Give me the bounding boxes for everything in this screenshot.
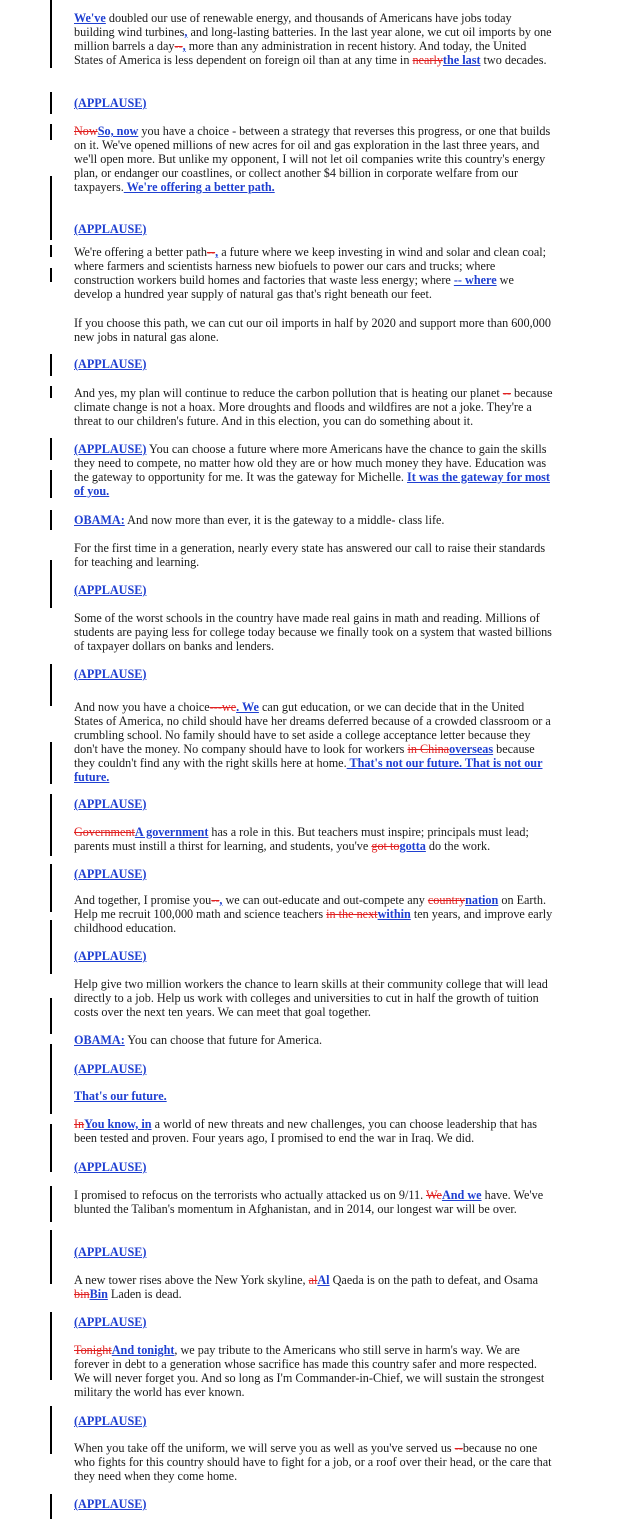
change-bar — [50, 560, 52, 608]
body-text: because they couldn't find any with the right skills here at home. — [74, 742, 535, 770]
transcript-paragraph — [74, 1273, 554, 1301]
inserted-text: A government — [134, 825, 209, 839]
change-bar — [50, 268, 52, 282]
change-bar — [50, 470, 52, 498]
deleted-text: -- — [502, 386, 511, 400]
inserted-text: (APPLAUSE) — [74, 222, 147, 236]
inserted-text: You know, in — [84, 1117, 152, 1131]
applause-marker — [74, 1315, 554, 1329]
deleted-text: al — [308, 1273, 318, 1287]
transcript-paragraph — [74, 1033, 554, 1047]
applause-marker — [74, 583, 554, 597]
inserted-text: , — [182, 39, 186, 53]
transcript-paragraph — [74, 124, 554, 194]
transcript-paragraph — [74, 541, 554, 569]
change-bar — [50, 354, 52, 376]
deleted-text: Tonight — [74, 1343, 112, 1357]
change-bar — [50, 742, 52, 784]
deleted-text: Government — [74, 825, 135, 839]
change-bar — [50, 1124, 52, 1172]
deleted-text: -- — [211, 893, 220, 907]
body-text: you have a choice - between a strategy that reverses this progress, or one that builds on it. We've opened millions of new acres for oil and gas exploration in the last three years, and we'll open more. But unlike my opponent, I will not let oil companies write this country's energy plan, or endanger our coastlines, or collect another $4 billion in corporate welfare from our taxpayers. — [74, 124, 551, 194]
body-text: more than any administration in recent history. And today, the United States of America is less dependent on foreign oil than at any time in — [74, 39, 527, 67]
inserted-text: Bin — [89, 1287, 108, 1301]
body-text: You can choose a future where more Americans have the chance to gain the skills they need to compete, no matter how old they are or how much money they have. Education was the gateway to opportunity for me. It was the gateway for Michelle. — [74, 442, 547, 484]
change-bar — [50, 1230, 52, 1284]
change-bar — [50, 0, 52, 68]
body-text: have. We've blunted the Taliban's momentum in Afghanistan, and in 2014, our longest war will be over. — [74, 1188, 544, 1216]
change-bar — [50, 920, 52, 974]
body-text: And together, I promise you — [74, 893, 212, 907]
body-text: And now you have a choice — [74, 700, 210, 714]
inserted-text: (APPLAUSE) — [74, 1315, 147, 1329]
inserted-text: (APPLAUSE) — [74, 949, 147, 963]
inserted-text: , — [219, 893, 223, 907]
body-text: You can choose that future for America. — [124, 1033, 323, 1047]
inserted-text: OBAMA: — [74, 1033, 125, 1047]
inserted-text: So, now — [97, 124, 139, 138]
deleted-text: country — [427, 893, 466, 907]
inserted-text: And we — [441, 1188, 482, 1202]
inserted-text: , — [184, 25, 188, 39]
inserted-text: (APPLAUSE) — [74, 357, 147, 371]
applause-marker — [74, 96, 554, 110]
change-bar — [50, 998, 52, 1034]
body-text: because climate change is not a hoax. More droughts and floods and wildfires are not a joke. They're a threat to our children's future. And in this election, you can do something about it. — [74, 386, 553, 428]
change-bar — [50, 245, 52, 257]
inserted-text: That's our future. — [74, 1089, 167, 1103]
transcript-paragraph — [74, 1441, 554, 1483]
applause-marker — [74, 1245, 554, 1259]
applause-marker — [74, 222, 554, 236]
deleted-text: Now — [74, 124, 98, 138]
change-bar — [50, 438, 52, 460]
inserted-text: (APPLAUSE) — [74, 797, 147, 811]
transcript-paragraph — [74, 1089, 554, 1103]
change-bar — [50, 1494, 52, 1519]
deleted-text: ---we — [209, 700, 237, 714]
body-text: When you take off the uniform, we will serve you as well as you've served us — [74, 1441, 455, 1455]
body-text: We're offering a better path — [74, 245, 207, 259]
applause-marker — [74, 949, 554, 963]
inserted-text: That's not our future. That is not our future. — [74, 756, 543, 784]
transcript-paragraph — [74, 611, 554, 653]
change-bar — [50, 1406, 52, 1454]
applause-marker — [74, 1062, 554, 1076]
change-bar — [50, 1044, 52, 1114]
inserted-text: (APPLAUSE) — [74, 867, 147, 881]
transcript-paragraph — [74, 316, 554, 344]
body-text: can gut education, or we can decide that in the United States of America, no child should have her dreams deferred because of a crowded classroom or a crumbling school. No family should have to set aside a college acceptance letter because they don't have the money. No company should have to look for workers — [74, 700, 551, 756]
deleted-text: In — [74, 1117, 85, 1131]
transcript-paragraph — [74, 977, 554, 1019]
inserted-text: (APPLAUSE) — [74, 96, 147, 110]
inserted-text: . We — [236, 700, 259, 714]
change-bar — [50, 92, 52, 114]
body-text: we can out-educate and out-compete any — [222, 893, 428, 907]
deleted-text: We — [426, 1188, 442, 1202]
change-bar — [50, 176, 52, 240]
applause-marker — [74, 797, 554, 811]
inserted-text: nation — [465, 893, 499, 907]
applause-marker — [74, 1497, 554, 1511]
transcript-paragraph — [74, 11, 554, 67]
deleted-text: in China — [407, 742, 450, 756]
transcript-paragraph — [74, 1188, 554, 1216]
inserted-text: We've — [74, 11, 106, 25]
inserted-text: (APPLAUSE) — [74, 1497, 147, 1511]
transcript-paragraph — [74, 442, 554, 498]
body-text: and long-lasting batteries. In the last year alone, we cut oil imports by one million barrels a day — [74, 25, 552, 53]
inserted-text: (APPLAUSE) — [74, 1062, 147, 1076]
inserted-text: Al — [317, 1273, 330, 1287]
body-text: we develop a hundred year supply of natural gas that's right beneath our feet. — [74, 273, 514, 301]
body-text: a future where we keep investing in wind and solar and clean coal; where farmers and scientists harness new biofuels to power our cars and trucks; where construction workers build homes and factories that waste less energy; where — [74, 245, 547, 287]
body-text: If you choose this path, we can cut our oil imports in half by 2020 and support more than 600,000 new jobs in natural gas alone. — [74, 316, 551, 344]
inserted-text: And tonight — [111, 1343, 175, 1357]
body-text: And now more than ever, it is the gateway to a middle- class life. — [124, 513, 445, 527]
body-text: a world of new threats and new challenges, you can choose leadership that has been tested and proven. Four years ago, I promised to end the war in Iraq. We did. — [74, 1117, 538, 1145]
inserted-text: We're offering a better path. — [123, 180, 275, 194]
inserted-text: It was the gateway for most of you. — [74, 470, 550, 498]
deleted-text: -- — [174, 39, 183, 53]
inserted-text: gotta — [399, 839, 426, 853]
inserted-text: OBAMA: — [74, 513, 125, 527]
applause-marker — [74, 1414, 554, 1428]
change-bar — [50, 794, 52, 856]
deleted-text: bin — [74, 1287, 90, 1301]
body-text: Qaeda is on the path to defeat, and Osama — [329, 1273, 539, 1287]
body-text: Help give two million workers the chance to learn skills at their community college that will lead directly to a job. Help us work with colleges and universities to cut in half the growth of tuition costs over the next ten years. We can meet that goal together. — [74, 977, 548, 1019]
deleted-text: nearly — [412, 53, 443, 67]
change-bar — [50, 386, 52, 398]
inserted-text: (APPLAUSE) — [74, 442, 147, 456]
inserted-text: -- where — [453, 273, 497, 287]
deleted-text: in the next — [326, 907, 378, 921]
body-text: , we pay tribute to the Americans who still serve in harm's way. We are forever in debt to a generation whose sacrifice has made this country safer and more respected. We will never forget you. And so long as I'm Commander-in-Chief, we will sustain the strongest military the world has ever known. — [74, 1343, 545, 1399]
change-bar — [50, 1186, 52, 1222]
transcript-paragraph — [74, 1117, 554, 1145]
body-text: Laden is dead. — [107, 1287, 182, 1301]
inserted-text: (APPLAUSE) — [74, 1414, 147, 1428]
transcript-paragraph — [74, 825, 554, 853]
applause-marker — [74, 867, 554, 881]
body-text: I promised to refocus on the terrorists who actually attacked us on 9/11. — [74, 1188, 426, 1202]
body-text: because no one who fights for this country should have to fight for a job, or a roof over their head, or the care that they need when they come home. — [74, 1441, 552, 1483]
transcript-paragraph — [74, 1343, 554, 1399]
inserted-text: (APPLAUSE) — [74, 667, 147, 681]
body-text: two decades. — [480, 53, 547, 67]
applause-marker — [74, 1160, 554, 1174]
transcript-paragraph — [74, 700, 554, 784]
inserted-text: overseas — [449, 742, 494, 756]
change-bar — [50, 864, 52, 912]
body-text: has a role in this. But teachers must inspire; principals must lead; parents must instill a thirst for learning, and students, you've — [74, 825, 529, 853]
body-text: And yes, my plan will continue to reduce the carbon pollution that is heating our planet — [74, 386, 503, 400]
inserted-text: (APPLAUSE) — [74, 1245, 147, 1259]
transcript-paragraph — [74, 386, 554, 428]
applause-marker — [74, 357, 554, 371]
change-bar — [50, 510, 52, 530]
deleted-text: -- — [206, 245, 216, 259]
inserted-text: (APPLAUSE) — [74, 1160, 147, 1174]
deleted-text: -- — [454, 1441, 463, 1455]
body-text: do the work. — [425, 839, 491, 853]
change-bar — [50, 1312, 52, 1380]
inserted-text: (APPLAUSE) — [74, 583, 147, 597]
transcript-paragraph — [74, 893, 554, 935]
change-bar — [50, 124, 52, 140]
body-text: ten years, and improve early childhood education. — [74, 907, 553, 935]
change-bar — [50, 664, 52, 706]
applause-marker — [74, 667, 554, 681]
body-text: For the first time in a generation, nearly every state has answered our call to raise their standards for teaching and learning. — [74, 541, 546, 569]
body-text: on Earth. Help me recruit 100,000 math and science teachers — [74, 893, 547, 921]
body-text: Some of the worst schools in the country have made real gains in math and reading. Millions of students are paying less for college today because we finally took on a system that wasted billions of taxpayer dollars on banks and lenders. — [74, 611, 552, 653]
transcript-paragraph — [74, 245, 554, 301]
inserted-text: the last — [442, 53, 481, 67]
transcript-paragraph — [74, 513, 554, 527]
body-text: doubled our use of renewable energy, and thousands of Americans have jobs today building wind turbines — [74, 11, 512, 39]
inserted-text: , — [215, 245, 219, 259]
body-text: A new tower rises above the New York skyline, — [74, 1273, 309, 1287]
inserted-text: within — [377, 907, 411, 921]
deleted-text: got to — [371, 839, 400, 853]
